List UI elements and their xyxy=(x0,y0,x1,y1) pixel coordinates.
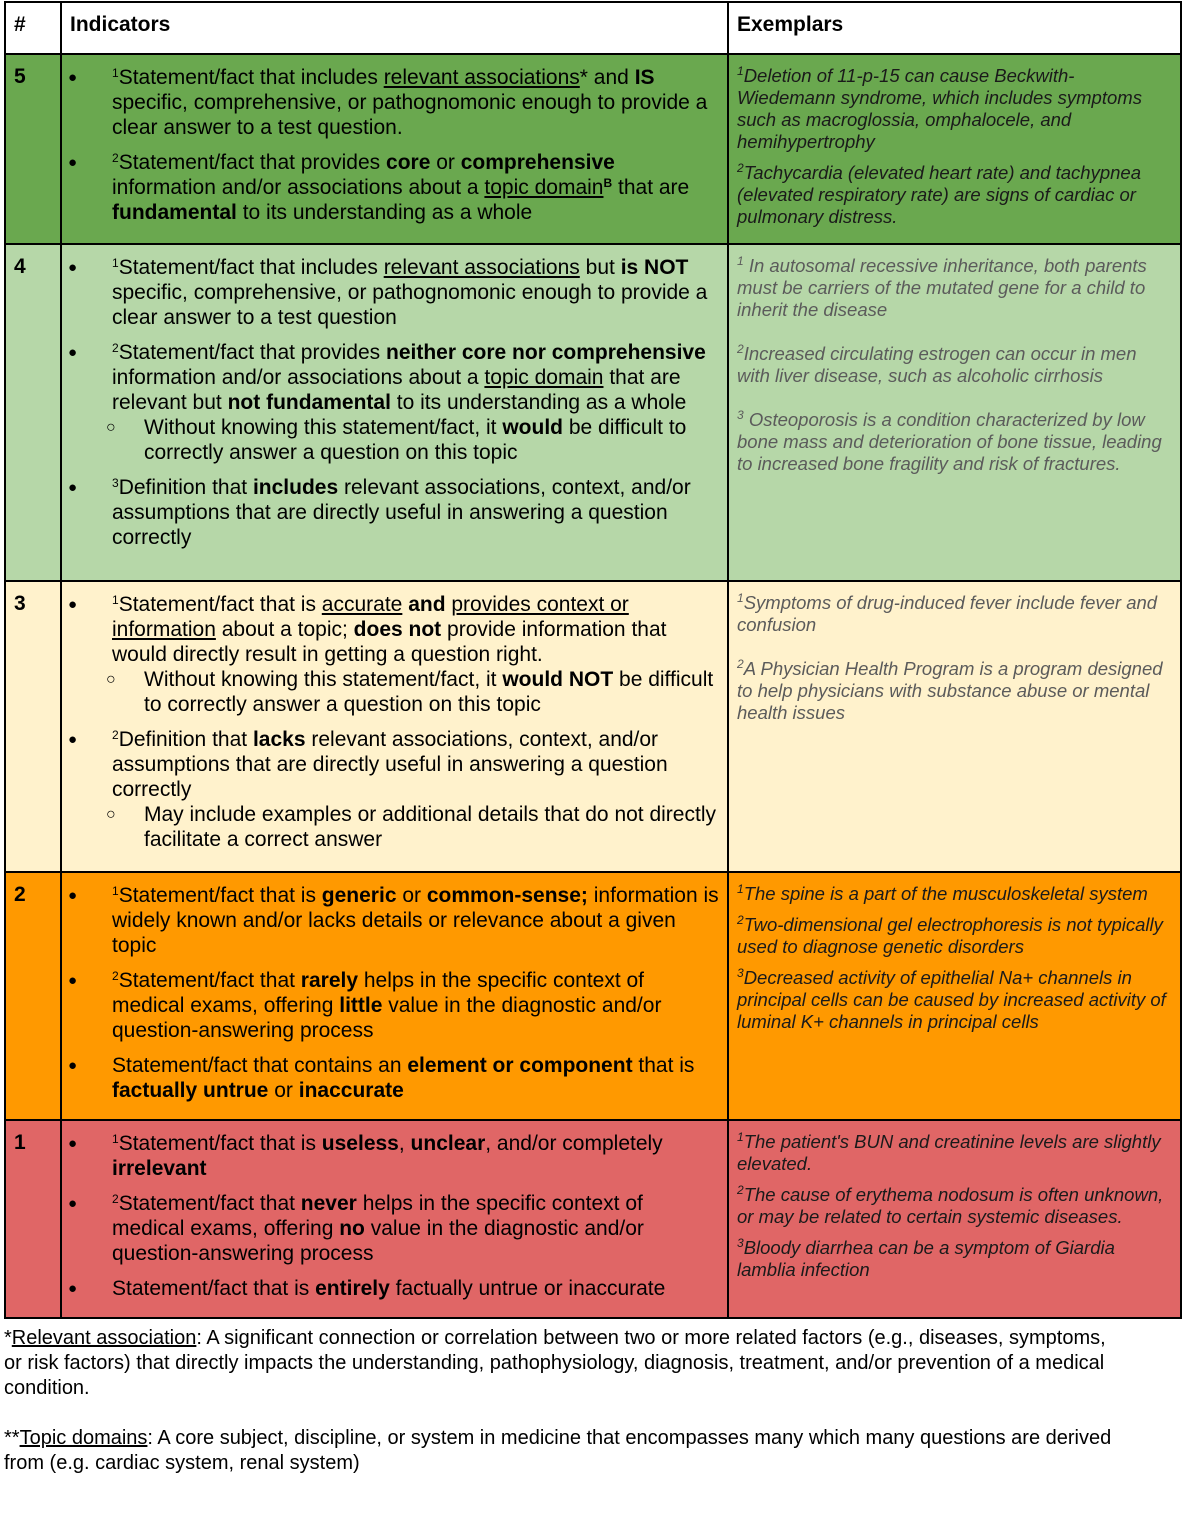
indicator-subitem: ○ Without knowing this statement/fact, it would be difficult to correctly answer a question on this topic xyxy=(112,415,719,465)
exemplar: $^3$Decreased activity of epithelial Na+ channels in principal cells can be caused by increased activity of luminal K+ channels in principal cells xyxy=(737,966,1166,1032)
exemplars-cell xyxy=(728,581,1181,872)
indicator-subitem: ○ Without knowing this statement/fact, it would NOT be difficult to correctly answer a question on this topic xyxy=(112,667,719,717)
rubric-table xyxy=(4,1,1182,1319)
footnote-relevant-association: *Relevant association: A significant connection or correlation between two or more related factors (e.g., diseases, symptoms, or risk factors) that directly impacts the understanding, pathophysiology, diagnosis, treatment, and/or prevention of a medical condition. xyxy=(4,1327,1106,1399)
score-number: 2 xyxy=(5,872,61,1120)
score-row-3 xyxy=(5,581,1181,872)
exemplars-cell xyxy=(728,872,1181,1120)
header-indicators: Indicators xyxy=(61,2,728,54)
exemplar: $^2$A Physician Health Program is a program designed to help physicians with substance abuse or mental health issues xyxy=(737,657,1163,723)
score-row-1 xyxy=(5,1120,1181,1318)
indicator-item: ● $^1$Statement/fact that is useless, unclear, and/or completely irrelevant xyxy=(62,1131,719,1181)
indicator-item: ● $^2$Statement/fact that never helps in the specific context of medical exams, offering no value in the diagnostic and/or question-answering process xyxy=(62,1191,719,1266)
indicator-item: ● $^2$Statement/fact that rarely helps in the specific context of medical exams, offering little value in the diagnostic and/or question-answering process xyxy=(62,968,719,1043)
indicators-cell xyxy=(61,54,728,244)
exemplar: $^3$ Osteoporosis is a condition characterized by low bone mass and deterioration of bone tissue, leading to increased bone fragility and risk of fractures. xyxy=(737,408,1162,474)
indicators-cell xyxy=(61,581,728,872)
indicator-item: ● $^1$Statement/fact that includes relevant associations* and IS specific, comprehensive, or pathognomonic enough to provide a clear answer to a test question. xyxy=(62,65,719,140)
indicators-cell xyxy=(61,872,728,1120)
indicator-subitem: ○ May include examples or additional details that do not directly facilitate a correct answer xyxy=(112,802,719,852)
score-number: 1 xyxy=(5,1120,61,1318)
exemplar: $^1$The patient's BUN and creatinine levels are slightly elevated. xyxy=(737,1130,1161,1174)
score-row-4 xyxy=(5,244,1181,581)
indicators-cell xyxy=(61,244,728,581)
exemplar: $^1$The spine is a part of the musculoskeletal system xyxy=(737,882,1148,904)
indicator-item: ● $^1$Statement/fact that is accurate and provides context or information about a topic; does not provide information that would directly result in getting a question right. ○ Without knowing this statement/fact, it would NOT be difficult to correctly answer a question on this topic xyxy=(62,592,719,717)
indicator-item: ● $^2$Definition that lacks relevant associations, context, and/or assumptions that are directly useful in answering a question correctly ○ May include examples or additional details that do not directly facilitate a correct answer xyxy=(62,727,719,852)
header-num: # xyxy=(5,2,61,54)
indicator-item: ● $^2$Statement/fact that provides neither core nor comprehensive information and/or associations about a topic domain that are relevant but not fundamental to its understanding as a whole ○ Without knowing this statement/fact, it would be difficult to correctly answer a question on this topic xyxy=(62,340,719,465)
score-row-2 xyxy=(5,872,1181,1120)
indicator-item: ● $^1$Statement/fact that includes relevant associations but is NOT specific, comprehensive, or pathognomonic enough to provide a clear answer to a test question xyxy=(62,255,719,330)
indicator-item: ● Statement/fact that contains an element or component that is factually untrue or inaccurate xyxy=(62,1053,719,1103)
header-exemplars: Exemplars xyxy=(728,2,1181,54)
exemplar: $^3$Bloody diarrhea can be a symptom of Giardia lamblia infection xyxy=(737,1236,1115,1280)
indicators-cell xyxy=(61,1120,728,1318)
exemplar: $^1$ In autosomal recessive inheritance, both parents must be carriers of the mutated gene for a child to inherit the disease xyxy=(737,254,1147,320)
exemplar: $^2$Two-dimensional gel electrophoresis is not typically used to diagnose genetic disorders xyxy=(737,913,1163,957)
score-number: 4 xyxy=(5,244,61,581)
exemplars-cell xyxy=(728,244,1181,581)
exemplar: $^2$The cause of erythema nodosum is often unknown, or may be related to certain systemic diseases. xyxy=(737,1183,1164,1227)
indicator-item: ● $^2$Statement/fact that provides core or comprehensive information and/or associations about a topic domain$^B$ that are fundamental to its understanding as a whole xyxy=(62,150,719,225)
indicator-item: ● $^3$Definition that includes relevant associations, context, and/or assumptions that are directly useful in answering a question correctly xyxy=(62,475,719,550)
score-number: 5 xyxy=(5,54,61,244)
indicator-item: ● $^1$Statement/fact that is generic or common-sense; information is widely known and/or lacks details or relevance about a given topic xyxy=(62,883,719,958)
exemplar: $^2$Increased circulating estrogen can occur in men with liver disease, such as alcoholic cirrhosis xyxy=(737,342,1137,386)
footnote-topic-domains: **Topic domains: A core subject, discipline, or system in medicine that encompasses many which many questions are derived from (e.g. cardiac system, renal system) xyxy=(4,1427,1112,1474)
indicator-item: ● Statement/fact that is entirely factually untrue or inaccurate xyxy=(62,1276,719,1301)
exemplar: $^1$Deletion of 11-p-15 can cause Beckwith-Wiedemann syndrome, which includes symptoms such as macroglossia, omphalocele, and hemihypertrophy xyxy=(737,64,1142,152)
header-row xyxy=(5,2,1181,54)
score-number: 3 xyxy=(5,581,61,872)
exemplars-cell xyxy=(728,1120,1181,1318)
score-row-5 xyxy=(5,54,1181,244)
footnote-term: Topic domains xyxy=(19,1427,148,1449)
footnote-term: Relevant association xyxy=(11,1327,197,1349)
exemplar: $^2$Tachycardia (elevated heart rate) and tachypnea (elevated respiratory rate) are signs of cardiac or pulmonary distress. xyxy=(737,161,1142,227)
exemplars-cell xyxy=(728,54,1181,244)
exemplar: $^1$Symptoms of drug-induced fever include fever and confusion xyxy=(737,591,1158,635)
